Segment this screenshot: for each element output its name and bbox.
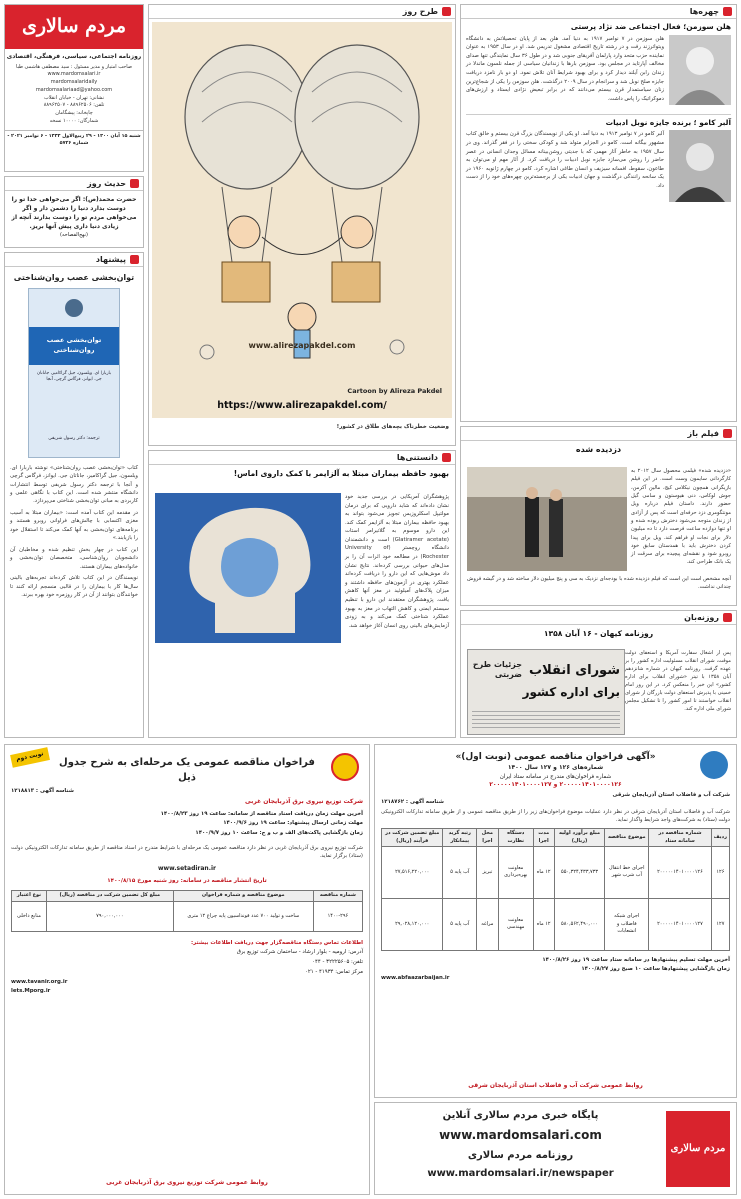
film-text: «دزدیده شده» فیلمی محصول سال ۲۰۱۲ به کارگردانی سایمون وست است. در این فیلم بازیگرانی همچون نیکلاس کیج، مالین آکرمن، جوش لوکاس، دنی هیوستون و سامی گیل حضور دارند. داستان فیلم درباره ویل مونتگومری دزد حرفه‌ای است که پس از آزادی از زندان متوجه می‌شود دخترش ربوده شده و او تنها دوازده ساعت فرصت دارد تا ده میلیون دلار برای نجات او فراهم کند. ویل برای پیدا کردن دخترش باید با همدستان سابق خود روبرو شود و نقشه‌ای پیچیده برای سرقت از یک بانک طراحی کند. <box>631 468 732 566</box>
hadith-title: حدیث روز <box>87 178 126 188</box>
table-cell: ۲۹,۰۲۸,۱۲۰,۰۰۰ <box>382 898 443 950</box>
table-header: شماره مناقصه در سامانه ستاد <box>649 829 712 847</box>
table-cell: ۱۲۶ <box>711 846 729 898</box>
science-headline: بهبود حافظه بیماران مبتلا به آلزایمر با کمک داروی اماس! <box>233 469 449 478</box>
table-cell: ۲۷,۵۱۶,۲۲۰,۰۰۰ <box>382 846 443 898</box>
table-cell: ۱۲ ماه <box>533 846 554 898</box>
tender2-deadlines <box>5 807 369 842</box>
book-paragraph: نویسندگان در این کتاب تلاش کرده‌اند تجربه‌های بالینی سال‌ها کار با بیماران را در قالبی منسجم ارائه کنند تا خوانندگان بتوانند از آن در کار روزمره خود بهره ببرند. <box>10 575 138 599</box>
tender2-logo-icon <box>331 753 359 781</box>
tender1-title: «آگهی فراخوان مناقصه عمومی (نوبت اول)» <box>455 752 656 762</box>
table-cell: اجرای خط انتقال آب شرب شهر <box>605 846 649 898</box>
masthead-line: www.mardomsalari.ir <box>47 71 101 78</box>
tender1-intro: شرکت آب و فاضلاب استان آذربایجان شرقی در نظر دارد عملیات موضوع فراخوان‌های زیر را از طریق مناقصه عمومی و از طریق سامانه تدارکات الکترونیکی دولت (ستاد) به شرکت‌های واجد شرایط واگذار نماید. <box>381 809 730 823</box>
table-cell: ۱۲ ماه <box>533 898 554 950</box>
book-cover-title: توان‌بخشی عصب روان‌شناختی <box>46 336 102 354</box>
tender2-footer: روابط عمومی شرکت توزیع نیروی برق آذربایجان غربی <box>106 1179 268 1187</box>
book-paragraph: در مقدمه این کتاب آمده است: «بیماران مبتلا به آسیب مغزی اکتسابی با چالش‌های فراوانی روبرو هستند و برنامه‌های توان‌بخشی به آنها کمک می‌کند تا استقلال خود را بازیابند.» <box>10 509 138 542</box>
tender2-badge: نوبت دوم <box>10 747 50 767</box>
tender2-contact-line: اطلاعات تماس دستگاه مناقصه‌گزار جهت دریافت اطلاعات بیشتر: <box>191 939 363 946</box>
archive-newspaper-side: جزئیات طرح ضربتی <box>472 660 522 679</box>
cartoon-credit-url[interactable]: https://www.alirezapakdel.com/ <box>217 400 387 412</box>
book-cover-emblem-icon <box>65 299 83 317</box>
masthead-line: چاپخانه: پیشگامان <box>55 110 93 117</box>
faces-title: چهره‌ها <box>689 6 719 16</box>
hadith-source: (نهج‌الفصاحه) <box>60 232 88 238</box>
table-cell: آب پایه ۵ <box>443 898 477 950</box>
portrait-icon <box>669 130 731 202</box>
book-review <box>5 458 143 600</box>
section-marker-icon <box>130 255 139 264</box>
film-still <box>467 467 627 571</box>
tender1-org: شرکت آب و فاضلاب استان آذربایجان شرقی <box>612 791 730 798</box>
tender1-note: زمان بازگشایی پیشنهادها ساعت ۱۰ صبح روز ۱۴۰۰/۸/۲۷ <box>581 965 730 972</box>
table-header: نوع اعتبار <box>12 891 47 901</box>
faces-divider <box>466 114 731 115</box>
tender1-site-link[interactable]: www.abfaazarbaijan.ir <box>381 975 450 982</box>
table-header: رتبه گرید پیمانکار <box>443 829 477 847</box>
portrait-icon <box>669 35 731 105</box>
archive-box <box>460 610 737 738</box>
table-cell: تبریز <box>477 846 499 898</box>
faces-article-1 <box>461 22 736 108</box>
film-name: دزدیده شده <box>575 445 622 454</box>
book-cover-translator: ترجمه: دکتر رسول شریفی <box>48 435 100 441</box>
section-marker-icon <box>723 429 732 438</box>
table-cell: ساخت و تولید ۷۰۰ عدد فونداسیون پایه چراغ ۱۲ متری <box>173 901 313 931</box>
face1-text: هلن سوزمن در ۷ نوامبر ۱۹۱۷ به دنیا آمد. هلن بعد از پایان تحصیلاتش به دانشگاه ویتواترزند رفت و در رشته تاریخ اقتصادی مشغول تدریس شد. او در سال ۱۹۵۳ به عنوان نماینده حزب متحد وارد پارلمان آفریقای جنوبی شد و در طول ۳۶ سال نمایندگی تنها صدای مخالف آپارتاید در مجلس بود. سوزمن بارها با زندانیان سیاسی از جمله نلسون ماندلا در زندان رابن آیلند دیدار کرد و برای بهبود شرایط آنان تلاش نمود. او دو بار نامزد دریافت جایزه صلح نوبل شد و سرانجام در سال ۲۰۰۹ درگذشت. هلن سوزمن را یکی از شجاع‌ترین زنان سیاستمدار قرن بیستم می‌دانند که در برابر تبعیض نژادی ایستاد و ارزش‌های دموکراتیک را پاس داشت. <box>466 35 665 102</box>
tender2-table <box>11 890 363 931</box>
table-cell: ۵۵۰,۳۲۴,۴۳۳,۷۳۳ <box>554 846 605 898</box>
section-marker-icon <box>723 7 732 16</box>
tender2-contact-link[interactable]: www.tavanir.org.ir <box>11 978 68 985</box>
tender2-contact-line: مرکز تماس: ۴۱۹۳۴ - ۰۲۱ <box>304 968 363 975</box>
table-header: مبلغ کل تضمین شرکت در مناقصه (ریال) <box>46 891 173 901</box>
table-row <box>12 901 363 931</box>
section-marker-icon <box>723 613 732 622</box>
archive-header <box>461 611 736 625</box>
face1-photo <box>669 35 731 105</box>
science-header <box>149 451 455 465</box>
table-cell: ۵۸۰,۵۶۲,۴۹۰,۰۰۰ <box>554 898 605 950</box>
face1-title: هلن سوزمن؛ فعال اجتماعی ضد نژاد پرستی <box>570 22 731 31</box>
table-cell: معاونت بهره‌برداری <box>498 846 533 898</box>
tender1-notes <box>375 953 736 987</box>
book-cover-authors: باربارا ای. ویلسون، جیل گراکامیر، جاناتان جی. ایوانز، فرگاس گرچی، آنجا <box>36 370 112 382</box>
promo-daily: روزنامه مردم سالاری <box>467 1150 574 1161</box>
tender2-contact-line: آدرس: ارومیه - بلوار ارشاد - ساختمان شرکت توزیع برق <box>236 949 363 956</box>
promo-portal: پایگاه خبری مردم سالاری آنلاین <box>442 1110 599 1121</box>
archive-title: روزنه‌بان <box>684 612 719 622</box>
section-marker-icon <box>130 179 139 188</box>
tender1-table <box>381 828 730 951</box>
masthead-line: mardomsalaridaily <box>50 79 98 86</box>
masthead-line: تلفن: ۸۸۹۶۲۵۰۶ - ۸۸۹۶۲۵۰۷ <box>43 102 105 109</box>
masthead-line: صاحب امتیاز و مدیر مسئول : سید مصطفی هاشمی طبا <box>15 63 133 70</box>
suggest-header <box>5 253 143 267</box>
tender2-site-link[interactable]: www.setadiran.ir <box>157 864 216 872</box>
table-row <box>382 898 730 950</box>
tender2-adno: شناسه آگهی : ۱۲۱۸۸۱۳ <box>11 788 74 794</box>
face2-text: آلبر کامو در ۷ نوامبر ۱۹۱۳ به دنیا آمد. او یکی از نویسندگان بزرگ قرن بیستم و خالق کتاب مشهور بیگانه است. کامو در الجزایر متولد شد و کودکی سختی را در فقر گذراند. وی در سال ۱۹۵۷ به خاطر آثار مهمی که با جدیتی روشن‌بینانه مسائل وجدان انسانی در عصر حاضر را روشن می‌سازد جایزه نوبل ادبیات را دریافت کرد. از آثار مهم او می‌توان به طاعون، سقوط، افسانه سیزیف و انسان طاغی اشاره کرد. کامو در چهارم ژانویه ۱۹۶۰ در یک سانحه رانندگی درگذشت و جهان ادبیات یکی از برجسته‌ترین چهره‌های خود را از دست داد. <box>466 131 664 189</box>
film-bottom-text: آنچه مشخص است این است که فیلم دزدیده شده با بودجه‌ای نزدیک به سی و پنج میلیون دلار ساخته شد و در گیشه فروش چندانی نداشت. <box>467 576 731 591</box>
table-row <box>382 846 730 898</box>
tender1-box <box>374 744 737 1098</box>
cartoon-illustration <box>152 22 452 418</box>
film-still-image <box>467 467 627 571</box>
table-header: مبلغ برآورد اولیه (ریال) <box>554 829 605 847</box>
masthead-line: شمارگان: ۱۰۰۰۰ نسخه <box>49 117 99 124</box>
film-box <box>460 426 737 606</box>
table-header: مبلغ تضمین شرکت در فرآیند (ریال) <box>382 829 443 847</box>
science-title: دانستنی‌ها <box>396 452 438 462</box>
cartoon-image <box>152 22 452 418</box>
masthead-line: نشانی: تهران - خیابان انقلاب <box>43 94 104 101</box>
hadith-box <box>4 176 144 248</box>
hadith-header <box>5 177 143 191</box>
tender1-logo-icon <box>700 751 728 779</box>
table-cell: مراغه <box>477 898 499 950</box>
archive-text: پس از اشغال سفارت آمریکا و استعفای دولت موقت، شورای انقلاب مسئولیت اداره کشور را بر عهده گرفت. روزنامه کیهان در شماره شانزدهم آبان ۱۳۵۸ با تیتر «شورای انقلاب برای اداره کشور» این خبر را منعکس کرد. در این روز امام خمینی با پذیرش استعفای دولت بازرگان از شورای انقلاب خواستند تا امور کشور را تا تشکیل مجلس شورای ملی اداره کند. <box>625 650 731 713</box>
faces-article-2 <box>461 118 736 191</box>
tender1-subtitle: شماره‌های ۱۲۶ و ۱۲۷ سال ۱۴۰۰ <box>507 764 604 772</box>
masthead-logo-text: مردم سالاری <box>21 15 127 38</box>
masthead-line: mardomsalariaad@yahoo.com <box>35 86 113 93</box>
tender1-numbers: ۲۰۰۰۰۰۱۴۰۱۰۰۰۰۱۲۶ و ۲۰۰۰۰۰۱۴۰۱۰۰۰۰۱۲۷ <box>489 780 622 788</box>
archive-newspaper-lines <box>472 708 620 728</box>
table-header: موضوع مناقصه و شماره فراخوان <box>173 891 313 901</box>
book-paragraph: کتاب «توان‌بخشی عصب روان‌شناختی» نوشته باربارا ای. ویلسون، جیل گراکامیر، جاناتان جی. ایوانز، فرگاس گرچی و آنجا با ترجمه دکتر رسول شریفی توسط انتشارات دانشگاه منتشر شده است. این کتاب با نگاهی علمی و کاربردی به مبانی توان‌بخشی شناختی می‌پردازد. <box>10 464 138 505</box>
table-cell: ۲۰۰۰۰۰۱۴۰۱۰۰۰۰۱۲۶ <box>649 846 712 898</box>
hadith-text: حضرت محمد(ص): اگر می‌خواهی خدا تو را دوست بدارد دنیا را دشمن دار و اگر می‌خواهی مردم تو را دوست بدارند آنچه از زیادی دنیا داری پیش آنها بریز. <box>11 196 137 230</box>
cartoon-caption: وضعیت خطرناک بچه‌های طلاق در کشور! <box>336 424 449 430</box>
tender1-note: آخرین مهلت تسلیم پیشنهادها در سامانه ستاد ساعت ۱۹ روز ۱۴۰۰/۸/۲۶ <box>542 956 730 963</box>
tender2-contact-link[interactable]: lets.Mporg.ir <box>11 988 51 995</box>
table-header: دستگاه نظارت <box>498 829 533 847</box>
tender2-deadline: آخرین مهلت زمان دریافت اسناد مناقصه از سامانه: ساعت ۱۹ روز ۱۴۰۰/۸/۲۳ <box>160 810 363 817</box>
promo-url2[interactable]: www.mardomsalari.ir/newspaper <box>427 1168 614 1179</box>
masthead <box>4 4 144 172</box>
table-cell: منابع داخلی <box>12 901 47 931</box>
face2-photo <box>669 130 731 202</box>
tender1-footer: روابط عمومی شرکت آب و فاضلاب استان آذربایجان شرقی <box>468 1082 643 1090</box>
archive-headline: روزنامه کیهان - ۱۶ آبان ۱۳۵۸ <box>543 629 654 638</box>
cartoon-wall-text: www.alirezapakdel.com <box>248 341 356 350</box>
cartoon-credit: Cartoon by Alireza Pakdel <box>347 386 442 395</box>
table-cell: ۷۹۰,۰۰۰,۰۰۰ <box>46 901 173 931</box>
tender2-contact-line: تلفن: ۳۲۲۲۵۶۰۵ - ۰۴۴ <box>312 959 363 966</box>
book-paragraph: این کتاب در چهار بخش تنظیم شده و مخاطبان آن دانشجویان روان‌شناسی، متخصصان توان‌بخشی و خانواده‌های بیماران هستند. <box>10 546 138 570</box>
table-cell: اجرای شبکه فاضلاب و انشعابات <box>605 898 649 950</box>
archive-newspaper-headline-2: برای اداره کشور <box>522 685 620 699</box>
tender2-table-wrap <box>5 887 369 934</box>
table-cell: معاونت مهندسی <box>498 898 533 950</box>
archive-newspaper <box>467 649 625 735</box>
masthead-logo <box>5 5 143 49</box>
book-title: توان‌بخشی عصب روان‌شناختی <box>13 273 135 282</box>
table-header: مدت اجرا <box>533 829 554 847</box>
promo-logo <box>666 1111 730 1187</box>
tender2-title: فراخوان مناقصه عمومی یک مرحله‌ای به شرح جدول ذیل <box>59 757 315 783</box>
archive-newspaper-headline-1: شورای انقلاب <box>529 663 620 678</box>
tender2-desc: شرکت توزیع نیروی برق آذربایجان غربی در نظر دارد مناقصه عمومی یک مرحله‌ای با شرایط مندرج در اسناد مناقصه از طریق سامانه تدارکات الکترونیکی دولت (ستاد) برگزار نماید. <box>11 844 363 860</box>
faces-header <box>461 5 736 19</box>
faces-box <box>460 4 737 422</box>
face2-title: آلبر کامو ؛ برنده جایزه نوبل ادبیات <box>605 117 731 127</box>
tender1-adno: شناسه آگهی : ۱۲۱۸۷۶۲ <box>381 799 444 806</box>
suggest-box <box>4 252 144 738</box>
book-cover-band <box>29 327 119 365</box>
tender2-contact <box>5 935 369 1001</box>
table-header: ردیف <box>711 829 729 847</box>
promo-url1[interactable]: www.mardomsalari.com <box>439 1128 602 1142</box>
tender2-deadline: مهلت زمانی ارسال پیشنهاد: ساعت ۱۹ روز ۱۴۰۰/۹/۶ <box>223 820 363 827</box>
film-title: فیلم باز <box>687 428 719 438</box>
tender1-subtitle2: شماره فراخوان‌های مندرج در سامانه ستاد ایران <box>499 773 612 780</box>
book-cover <box>28 288 120 458</box>
tender2-publish: تاریخ انتشار مناقصه در سامانه: روز شنبه مورخ ۱۴۰۰/۸/۱۵ <box>107 878 267 885</box>
tender2-box <box>4 744 370 1195</box>
section-marker-icon <box>442 7 451 16</box>
science-text: پژوهشگران آمریکایی در بررسی جدید خود نشان داده‌اند که شاید دارویی که برای درمان مولتیپل اسکلروزیس تجویز می‌شود بتواند به بهبود حافظه بیماران مبتلا به آلزایمر کمک کند. این دارو موسوم به گلاتیرامر استات (Glatiramer acetate) است و دانشمندان دانشگاه روچستر (University of Rochester) در مطالعه خود اثرات آن را بر مدل‌های حیوانی بررسی کرده‌اند. نتایج نشان داد موش‌هایی که این دارو را دریافت کرده‌اند عملکرد بهتری در آزمون‌های حافظه داشتند و میزان پلاک‌های آمیلوئید در مغز آنها کاهش یافت. پژوهشگران معتقدند این دارو با تنظیم سیستم ایمنی و کاهش التهاب در مغز به بهبود عملکرد شناختی کمک می‌کند و به زودی آزمایش‌های بالینی روی انسان آغاز خواهد شد. <box>345 494 449 629</box>
table-cell: ۱۲۷ <box>711 898 729 950</box>
tender2-org: شرکت توزیع نیروی برق آذربایجان غربی <box>245 797 363 805</box>
masthead-date: شنبه ۱۵ آبان ۱۴۰۰ - ۲۹ ربیع‌الاول ۱۴۴۳ - ۶ نوامبر ۲۰۲۱ - شماره ۵۷۲۶ <box>5 130 143 151</box>
promo-logo-text: مردم سالاری <box>670 1142 726 1154</box>
section-marker-icon <box>442 453 451 462</box>
cartoon-header <box>149 5 455 19</box>
table-header: شماره مناقصه <box>313 891 362 901</box>
cartoon-box <box>148 4 456 446</box>
tender2-deadline: زمان بازگشایی پاکت‌های الف و ب و ج: ساعت ۱۰ روز ۱۴۰۰/۹/۷ <box>195 829 363 836</box>
film-header <box>461 427 736 441</box>
science-image <box>155 493 341 643</box>
cartoon-title: طرح روز <box>402 6 438 16</box>
masthead-info <box>5 64 143 126</box>
head-silhouette-icon <box>155 493 341 643</box>
table-cell: آب پایه ۵ <box>443 846 477 898</box>
promo-box <box>374 1102 737 1195</box>
table-cell: ۱۴۰۰-۲۹۶ <box>313 901 362 931</box>
tender1-table-wrap <box>375 826 736 953</box>
table-cell: ۲۰۰۰۰۰۱۴۰۱۰۰۰۰۱۲۷ <box>649 898 712 950</box>
suggest-title: پیشنهاد <box>95 254 126 264</box>
science-box <box>148 450 456 738</box>
table-header: محل اجرا <box>477 829 499 847</box>
table-header: موضوع مناقصه <box>605 829 649 847</box>
masthead-tagline: روزنامه اجتماعی، سیاسی، فرهنگی، اقتصادی <box>6 53 142 60</box>
